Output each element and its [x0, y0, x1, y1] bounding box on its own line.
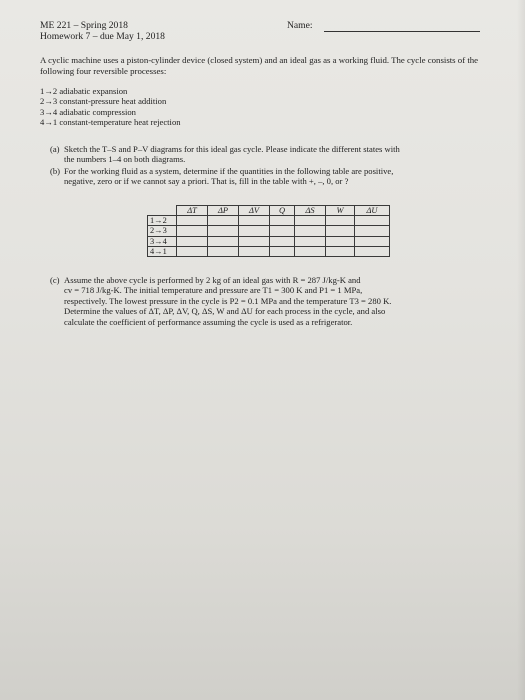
- table-corner: [148, 206, 177, 216]
- table-cell[interactable]: [355, 246, 390, 256]
- table-header: ΔS: [295, 206, 326, 216]
- table-cell[interactable]: [326, 246, 355, 256]
- table-cell[interactable]: [239, 226, 270, 236]
- question-c-label: (c): [50, 275, 60, 285]
- table-cell[interactable]: [326, 216, 355, 226]
- question-b-label: (b): [50, 166, 61, 176]
- table-cell[interactable]: [177, 216, 208, 226]
- table-row-label: 1→2: [148, 216, 177, 226]
- table-cell[interactable]: [295, 236, 326, 246]
- process-item: 4→1 constant-temperature heat rejection: [40, 117, 181, 128]
- table-row: [148, 216, 390, 226]
- question-a-label: (a): [50, 144, 60, 154]
- course-title: ME 221 – Spring 2018: [40, 20, 128, 31]
- paper-shadow: [517, 0, 525, 700]
- intro-paragraph: A cyclic machine uses a piston-cylinder device (closed system) and an ideal gas as a working fluid. The cycle consists of the following four reversible processes:: [40, 55, 479, 76]
- table-row: [148, 246, 390, 256]
- table-cell[interactable]: [239, 246, 270, 256]
- table-cell[interactable]: [326, 236, 355, 246]
- homework-title: Homework 7 – due May 1, 2018: [40, 31, 165, 42]
- table-header: ΔV: [239, 206, 270, 216]
- table-cell[interactable]: [326, 226, 355, 236]
- table-cell[interactable]: [239, 216, 270, 226]
- table-row-label: 4→1: [148, 246, 177, 256]
- table-cell[interactable]: [177, 236, 208, 246]
- question-a-line2: the numbers 1–4 on both diagrams.: [64, 154, 186, 165]
- table-header: ΔT: [177, 206, 208, 216]
- question-b: [50, 166, 488, 187]
- table-cell[interactable]: [295, 226, 326, 236]
- question-c: [50, 275, 490, 327]
- table-cell[interactable]: [355, 226, 390, 236]
- table-header: Q: [270, 206, 295, 216]
- table-cell[interactable]: [208, 246, 239, 256]
- question-c-line4: Determine the values of ΔT, ΔP, ΔV, Q, ΔS, W and ΔU for each process in the cycle, and also: [64, 306, 386, 317]
- name-blank-line: [324, 31, 480, 32]
- table-header-row: [148, 206, 390, 216]
- table-cell[interactable]: [295, 246, 326, 256]
- process-item: 1→2 adiabatic expansion: [40, 86, 128, 96]
- table-cell[interactable]: [355, 216, 390, 226]
- process-item: 3→4 adiabatic compression: [40, 106, 136, 117]
- table-cell[interactable]: [270, 236, 295, 246]
- question-c-line2: cv = 718 J/kg-K. The initial temperature and pressure are T1 = 300 K and P1 = 1 MPa,: [64, 285, 363, 296]
- table-cell[interactable]: [270, 216, 295, 226]
- process-item: 2→3 constant-pressure heat addition: [40, 96, 167, 107]
- table-cell[interactable]: [355, 236, 390, 246]
- question-b-line2: negative, zero or if we cannot say a priori. That is, fill in the table with +, –, 0, or ?: [64, 176, 349, 187]
- question-a: [50, 144, 488, 165]
- table-row-label: 2→3: [148, 226, 177, 236]
- question-c-line1: Assume the above cycle is performed by 2 kg of an ideal gas with R = 287 J/kg-K and: [64, 275, 361, 285]
- table-header: ΔP: [208, 206, 239, 216]
- table-row: [148, 226, 390, 236]
- quantities-table: [147, 205, 390, 257]
- table-row: [148, 236, 390, 246]
- question-c-line3: respectively. The lowest pressure in the cycle is P2 = 0.1 MPa and the temperature T3 = 280 K.: [64, 295, 392, 306]
- table-cell[interactable]: [270, 226, 295, 236]
- table-cell[interactable]: [208, 236, 239, 246]
- table-cell[interactable]: [177, 226, 208, 236]
- name-label: Name:: [287, 20, 313, 31]
- table-header: W: [326, 206, 355, 216]
- table-row-label: 3→4: [148, 236, 177, 246]
- question-a-line1: Sketch the T–S and P–V diagrams for this ideal gas cycle. Please indicate the different states with: [64, 144, 400, 154]
- table-cell[interactable]: [270, 246, 295, 256]
- table-cell[interactable]: [208, 216, 239, 226]
- table-cell[interactable]: [208, 226, 239, 236]
- question-c-line5: calculate the coefficient of performance assuming the cycle is used as a refrigerator.: [64, 316, 353, 327]
- table-cell[interactable]: [295, 216, 326, 226]
- table-cell[interactable]: [177, 246, 208, 256]
- table-cell[interactable]: [239, 236, 270, 246]
- table-header: ΔU: [355, 206, 390, 216]
- question-b-line1: For the working fluid as a system, determine if the quantities in the following table are positive,: [64, 166, 394, 176]
- process-list: [40, 86, 181, 128]
